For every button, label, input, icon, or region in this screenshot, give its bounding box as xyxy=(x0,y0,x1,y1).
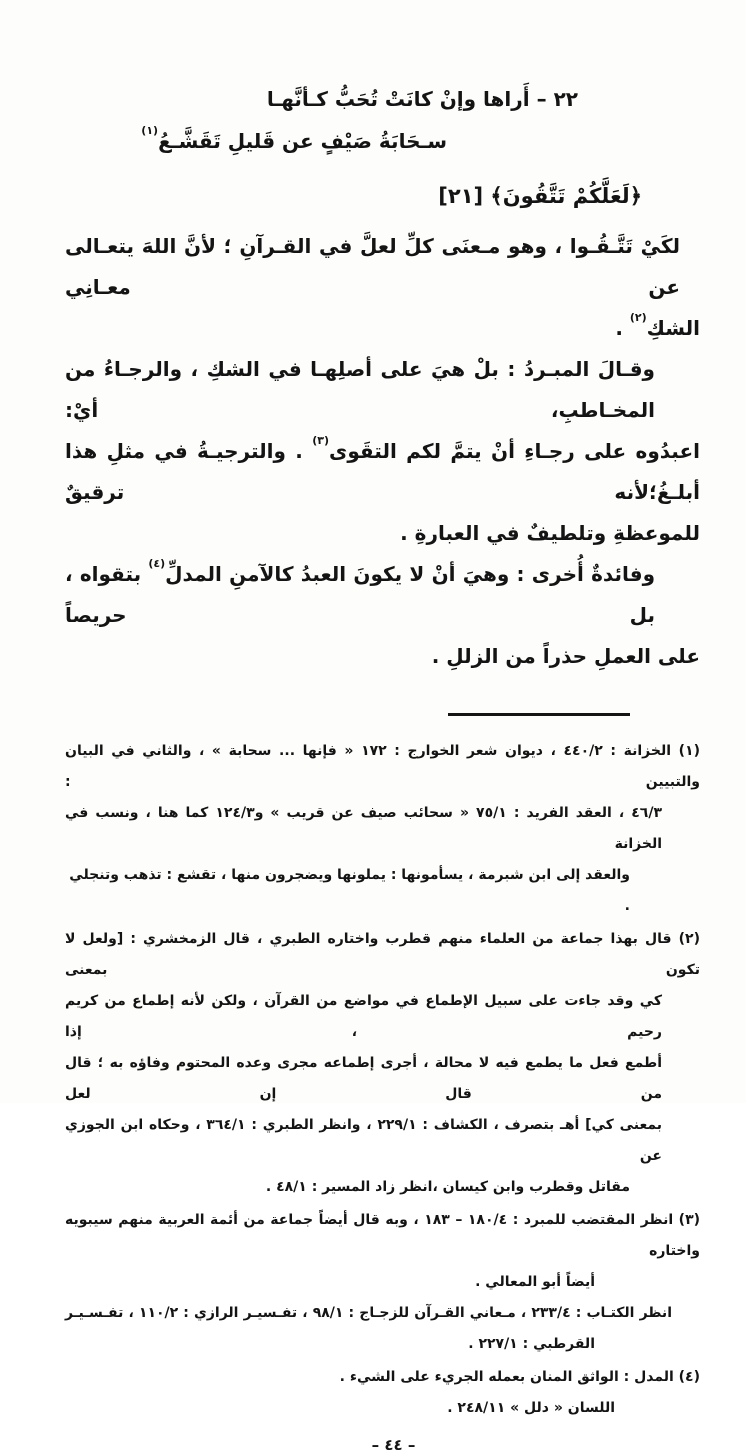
footnote-line: (٣) انظر المقتضب للمبرد : ١٨٠/٤ – ١٨٣ ، وبه قال أيضاً جماعة من أئمة العربية منهم سيبويه واختاره xyxy=(65,1212,701,1259)
footnote-2 xyxy=(65,924,700,1203)
body-line: لكَيْ تَتَّـقُـوا ، وهو مـعنَى كلِّ لعلَّ في القـرآنِ ؛ لأنَّ اللهَ يتعـالى عن معـانِي xyxy=(65,234,680,299)
footnote-line: والعقد إلى ابن شبرمة ، يسأمونها : يملونها ويضجرون منها ، تقشع : تذهب وتنجلي . xyxy=(69,867,630,914)
footnote-line: ٤٦/٣ ، العقد الفريد : ٧٥/١ « سحائب صيف عن قريب » و١٢٤/٣ كما هنا ، ونسب في الخزانة xyxy=(65,805,663,852)
quran-verse-heading-text: ﴿لَعَلَّكُمْ تَتَّقُونَ﴾ [٢١] xyxy=(438,184,642,208)
verse-hemistich-1: ٢٢ – أَراها وإنْ كانَتْ تُحَبُّ كـأنَّهـا xyxy=(266,87,578,111)
footnote-line: القرطبي : ٢٢٧/١ . xyxy=(468,1336,595,1352)
page-content xyxy=(65,0,700,1454)
footnote-ref: (٢) xyxy=(629,311,647,325)
footnote-ref: (٤) xyxy=(148,557,166,571)
body-line: وقـالَ المبـردُ : بلْ هيَ على أصلِهـا في الشكِ ، والرجـاءُ من المخـاطبِ، أيْ: xyxy=(65,357,655,422)
footnote-ref: (١) xyxy=(141,124,159,138)
footnote-line: مقاتل وقطرب وابن كيسان ،انظر زاد المسير : ٤٨/١ . xyxy=(265,1179,630,1195)
page-number: – ٤٤ – xyxy=(371,1436,416,1454)
footnote-ref: (٣) xyxy=(312,434,330,448)
poetry-verse xyxy=(65,78,700,162)
footnote-3 xyxy=(65,1205,700,1360)
body-line: على العملِ حذراً من الزللِ . xyxy=(431,644,700,668)
footnote-line: (٤) المدل : الواثق المنان بعمله الجريء على الشيء . xyxy=(339,1369,700,1385)
body-line: وفائدةٌ أُخرى : وهيَ أنْ لا يكونَ العبدُ كالآمنِ المدلِّ$^{(٤)}$ بتقواه ، بل حريصاً xyxy=(65,557,655,627)
footnotes-section xyxy=(65,736,700,1424)
footnote-line: أطمع فعل ما يطمع فيه لا محالة ، أجرى إطماعه مجرى وعده المحتوم وفاؤه به ؛ قال من قال إن لعل xyxy=(65,1055,662,1102)
footnote-line: (١) الخزانة : ٤٤٠/٢ ، ديوان شعر الخوارج : ١٧٢ « فإنها ... سحابة » ، والثاني في البيان والتبيين : xyxy=(65,743,700,790)
footnote-line: انظر الكتـاب : ٢٣٣/٤ ، مـعاني القـرآن للزجـاج : ٩٨/١ ، تفـسيـر الرازي : ١١٠/٢ ، تفـسـيـر xyxy=(65,1305,672,1321)
body-line: اعبدُوه على رجـاءِ أنْ يتمَّ لكم التقَوى$^{(٣)}$ . والترجيـةُ في مثلِ هذا أبلـغُ؛لأنه ترقيقٌ xyxy=(65,434,700,504)
footnote-line: اللسان « دلل » ٢٤٨/١١ . xyxy=(447,1400,615,1416)
main-text xyxy=(65,226,700,677)
footnote-line: أيضاً أبو المعالي . xyxy=(475,1274,595,1290)
footnote-line: (٢) قال بهذا جماعة من العلماء منهم قطرب واختاره الطبري ، قال الزمخشري : [ولعل لا تكون بمعنى xyxy=(65,931,700,978)
body-line: للموعظةِ وتلطيفٌ في العبارةِ . xyxy=(400,521,700,545)
body-line: الشكِ$^{(٢)}$ . xyxy=(615,311,700,340)
footnote-1 xyxy=(65,736,700,922)
quran-verse-heading xyxy=(65,176,642,216)
footnote-4 xyxy=(65,1362,700,1424)
footnote-separator-rule xyxy=(448,713,630,716)
footnote-line: كي وقد جاءت على سبيل الإطماع في مواضع من القرآن ، ولكن لأنه إطماع من كريم رحيم ، إذا xyxy=(65,993,662,1040)
verse-hemistich-2: سـحَابَةُ صَيْفٍ عن قَليلِ تَقَشَّـعُ$^{(١)}$ xyxy=(141,124,447,153)
footnote-line: بمعنى كي] أهـ بتصرف ، الكشاف : ٢٢٩/١ ، وانظر الطبري : ٣٦٤/١ ، وحكاه ابن الجوزي عن xyxy=(65,1117,662,1164)
